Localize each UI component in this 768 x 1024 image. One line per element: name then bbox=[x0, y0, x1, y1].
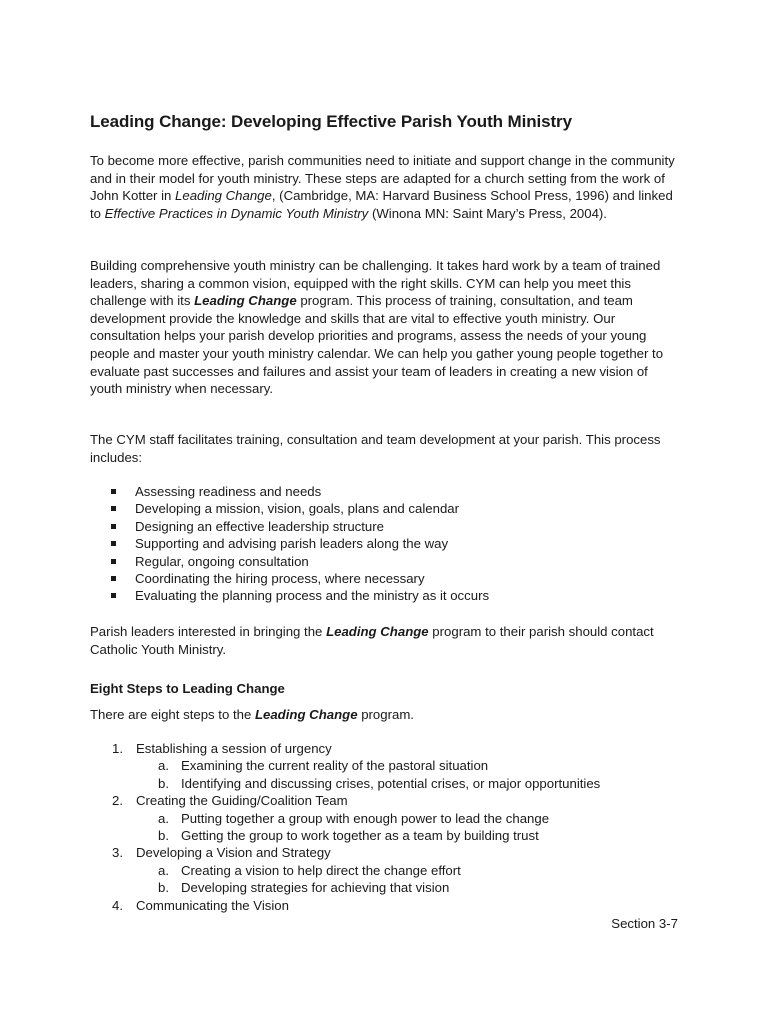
bullet-item: Evaluating the planning process and the ministry as it occurs bbox=[108, 587, 668, 604]
bullet-item: Supporting and advising parish leaders along the way bbox=[108, 535, 668, 552]
intro-paragraph bbox=[90, 152, 675, 222]
step-label: Developing a Vision and Strategy bbox=[136, 845, 331, 861]
steps-intro bbox=[90, 706, 675, 724]
substep-list bbox=[112, 862, 682, 897]
substep-letter: a. bbox=[158, 862, 169, 878]
program-name: Leading Change bbox=[254, 707, 358, 722]
step-number: 3. bbox=[112, 845, 123, 861]
step-item bbox=[112, 897, 682, 914]
step-number: 4. bbox=[112, 897, 123, 913]
substep-text: Creating a vision to help direct the change effort bbox=[181, 862, 461, 878]
step-item bbox=[112, 740, 682, 792]
substep-letter: b. bbox=[158, 880, 169, 896]
page-title: Leading Change: Developing Effective Parish Youth Ministry bbox=[90, 112, 572, 131]
substep-letter: b. bbox=[158, 828, 169, 844]
substep-item bbox=[158, 775, 682, 792]
substep-letter: b. bbox=[158, 775, 169, 791]
substep-text: Identifying and discussing crises, potential crises, or major opportunities bbox=[181, 775, 601, 791]
substep-list bbox=[112, 810, 682, 845]
substep-letter: a. bbox=[158, 758, 169, 774]
substep-item bbox=[158, 862, 682, 879]
contact-text-2: program to their parish should contact Catholic Youth Ministry. bbox=[90, 624, 654, 657]
page-footer: Section 3-7 bbox=[611, 916, 678, 931]
intro-text-1: To become more effective, parish communities need to initiate and support change in the community and in their model for youth ministry. These steps are adapted for a church setting from the work of John Kotter in bbox=[90, 153, 675, 204]
step-label: Communicating the Vision bbox=[136, 897, 289, 913]
bullet-item: Assessing readiness and needs bbox=[108, 483, 668, 500]
challenge-text-2: program. This process of training, consultation, and team development provide the knowledge and skills that are vital to effective youth ministry. Our consultation helps your parish develop priorities and programs, assess the needs of your young people and master your youth ministry calendar. We can help you gather young people together to evaluate past successes and failures and assist your team of leaders in creating a new vision of youth ministry when necessary. bbox=[90, 293, 664, 397]
substep-letter: a. bbox=[158, 810, 169, 826]
process-bullet-list bbox=[108, 483, 668, 605]
steps-intro-text-1: There are eight steps to the bbox=[90, 707, 255, 722]
substep-text: Examining the current reality of the pastoral situation bbox=[181, 758, 489, 774]
program-name: Leading Change bbox=[326, 624, 429, 639]
steps-list bbox=[112, 740, 682, 914]
substep-text: Getting the group to work together as a team by building trust bbox=[181, 828, 539, 844]
substep-item bbox=[158, 757, 682, 774]
step-number: 2. bbox=[112, 793, 123, 809]
program-name: Leading Change bbox=[194, 293, 297, 309]
section-heading: Eight Steps to Leading Change bbox=[90, 681, 285, 696]
intro-text-3: (Winona MN: Saint Mary’s Press, 2004). bbox=[368, 205, 607, 221]
step-label: Establishing a session of urgency bbox=[136, 741, 332, 756]
process-paragraph: The CYM staff facilitates training, consultation and team development at your parish. This process includes: bbox=[90, 432, 661, 465]
substep-text: Developing strategies for achieving that vision bbox=[181, 880, 450, 896]
bullet-item: Designing an effective leadership structure bbox=[108, 518, 668, 535]
bullet-item: Regular, ongoing consultation bbox=[108, 553, 668, 570]
contact-paragraph bbox=[90, 623, 675, 658]
step-number: 1. bbox=[112, 741, 123, 756]
substep-list bbox=[112, 757, 682, 792]
intro-book-title: Leading Change bbox=[175, 188, 272, 204]
bullet-item: Developing a mission, vision, goals, plans and calendar bbox=[108, 500, 668, 517]
substep-item bbox=[158, 810, 682, 827]
step-label: Creating the Guiding/Coalition Team bbox=[136, 793, 348, 809]
intro-book-title-2: Effective Practices in Dynamic Youth Ministry bbox=[104, 205, 369, 221]
substep-text: Putting together a group with enough power to lead the change bbox=[181, 810, 550, 826]
step-item bbox=[112, 844, 682, 896]
step-item bbox=[112, 792, 682, 844]
contact-text-1: Parish leaders interested in bringing the bbox=[90, 624, 327, 639]
bullet-item: Coordinating the hiring process, where necessary bbox=[108, 570, 668, 587]
intro-text-2: , (Cambridge, MA: Harvard Business School Press, 1996) and linked to bbox=[90, 188, 673, 221]
challenge-paragraph bbox=[90, 257, 675, 398]
challenge-text-1: Building comprehensive youth ministry can be challenging. It takes hard work by a team of trained leaders, sharing a common vision, equipped with the right skills. CYM can help you meet this challenge with its bbox=[90, 258, 661, 309]
substep-item bbox=[158, 827, 682, 844]
substep-item bbox=[158, 879, 682, 896]
steps-intro-text-2: program. bbox=[357, 707, 414, 722]
